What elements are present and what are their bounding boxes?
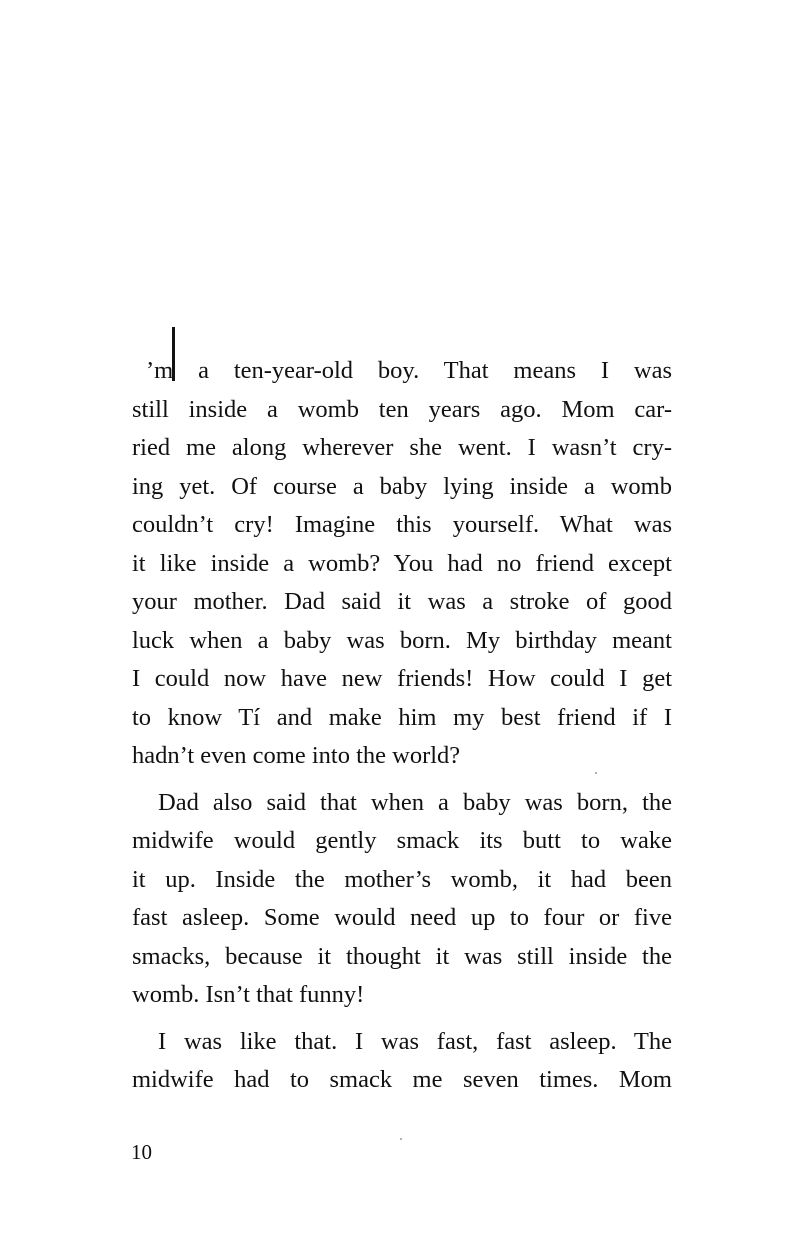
page-number: 10 (131, 1140, 152, 1164)
paragraph-1-line-7: your mother. Dad said it was a stroke of good (132, 588, 672, 615)
paragraph-spacer (132, 776, 672, 784)
paragraph-spacer (132, 1015, 672, 1023)
paragraph-1-line-3: ried me along wherever she went. I wasn’t cry- (132, 434, 672, 461)
paragraph-1-line-11: hadn’t even come into the world? (132, 742, 461, 769)
paragraph-2-line-6: womb. Isn’t that funny! (132, 981, 365, 1008)
paragraph-2-line-2: midwife would gently smack its butt to wake (132, 827, 672, 854)
body-text (132, 352, 672, 1100)
paragraph-3-line-2: midwife had to smack me seven times. Mom (132, 1066, 672, 1093)
paragraph-2-line-3: it up. Inside the mother’s womb, it had been (132, 865, 672, 893)
scan-speck (400, 1138, 402, 1140)
paragraph-1-line-4: ing yet. Of course a baby lying inside a womb (132, 472, 672, 500)
paragraph-1-line-1: ’m a ten-year-old boy. That means I was (146, 357, 672, 384)
paragraph-1-line-9: I could now have new friends! How could I get (132, 665, 672, 692)
paragraph-1-line-8: luck when a baby was born. My birthday meant (132, 626, 672, 654)
paragraph-2-line-4: fast asleep. Some would need up to four or five (132, 904, 672, 931)
paragraph-1-line-5: couldn’t cry! Imagine this yourself. What was (132, 511, 672, 538)
paragraph-2-line-5: smacks, because it thought it was still inside the (132, 942, 672, 970)
paragraph-2-line-1: Dad also said that when a baby was born, the (158, 788, 672, 816)
paragraph-1-line-6: it like inside a womb? You had no friend except (132, 549, 672, 577)
paragraph-3-line-1: I was like that. I was fast, fast asleep. The (158, 1027, 672, 1055)
paragraph-1-line-2: still inside a womb ten years ago. Mom car- (132, 395, 672, 423)
scan-speck (595, 772, 597, 774)
paragraph-1-line-10: to know Tí and make him my best friend if I (132, 703, 672, 731)
